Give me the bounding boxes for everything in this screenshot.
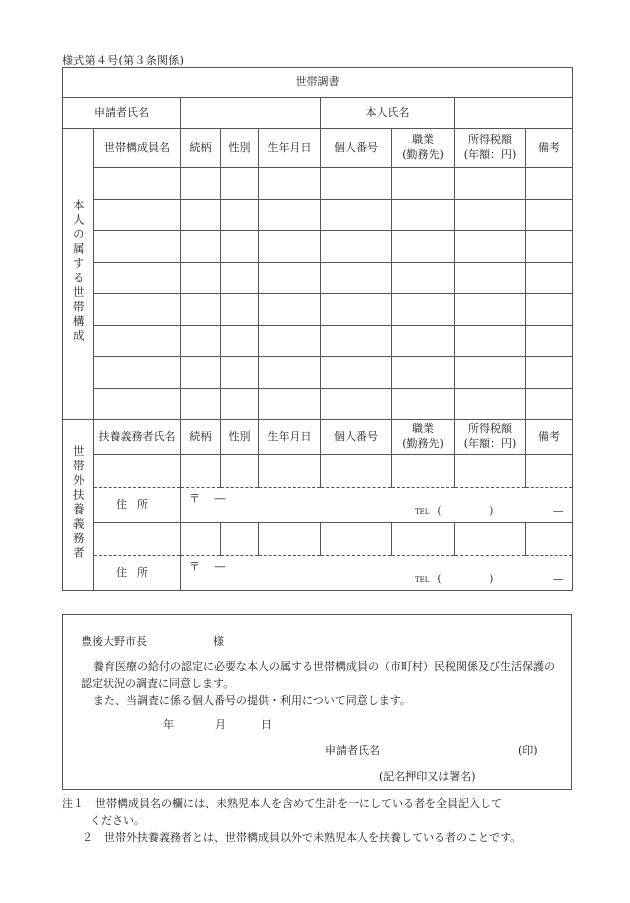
- section1-label-text: 本人の属する世帯構成: [71, 199, 86, 345]
- table-row: [63, 294, 573, 326]
- address-cell: [181, 556, 573, 591]
- tel-field: [415, 573, 563, 587]
- empty-cell: [321, 199, 392, 231]
- table-title: 世帯調書: [63, 68, 573, 98]
- empty-cell: [526, 294, 573, 326]
- note-1: 注１ 世帯構成員名の欄には、未熟児本人を含めて生計を一にしている者を全員記入して: [62, 797, 502, 810]
- section2-header: 個人番号: [321, 420, 392, 455]
- household-table: [62, 67, 573, 591]
- section1-label: [63, 129, 94, 420]
- empty-cell: [181, 325, 221, 357]
- empty-cell: [321, 294, 392, 326]
- section2-header: 続柄: [181, 420, 221, 455]
- empty-cell: [455, 199, 526, 231]
- empty-cell: [455, 262, 526, 294]
- dependent-cell: [526, 523, 573, 556]
- dependent-cell: [259, 523, 321, 556]
- table-row: [63, 325, 573, 357]
- address-label-text: 住所: [116, 497, 158, 511]
- empty-cell: [259, 231, 321, 263]
- empty-cell: [221, 199, 259, 231]
- empty-cell: [259, 168, 321, 200]
- empty-cell: [321, 357, 392, 389]
- table-row: [63, 231, 573, 263]
- table-row: [63, 68, 573, 98]
- table-row: [63, 129, 573, 168]
- dependent-cell: [392, 523, 455, 556]
- dependent-cell: [221, 523, 259, 556]
- applicant-name-label: 申請者氏名: [63, 98, 181, 129]
- consent-paragraph-1: 養育医療の給付の認定に必要な本人の属する世帯構成員の（市町村）民税関係及び生活保護の認定状況の調査に同意します。: [81, 660, 555, 690]
- section2-header: 職業 (勤務先): [392, 420, 455, 455]
- empty-cell: [526, 262, 573, 294]
- empty-cell: [181, 168, 221, 200]
- empty-cell: [321, 388, 392, 420]
- tel-dash: ―: [553, 573, 564, 585]
- empty-cell: [94, 262, 181, 294]
- empty-cell: [526, 231, 573, 263]
- tel-label: TEL: [415, 507, 430, 516]
- empty-cell: [526, 325, 573, 357]
- empty-cell: [221, 231, 259, 263]
- tel-close-paren: ): [489, 573, 494, 585]
- empty-cell: [526, 199, 573, 231]
- section2-header: 性別: [221, 420, 259, 455]
- empty-cell: [392, 325, 455, 357]
- empty-cell: [221, 294, 259, 326]
- empty-cell: [221, 262, 259, 294]
- dependent-cell: [392, 455, 455, 488]
- honorific: 様: [213, 635, 224, 648]
- empty-cell: [392, 388, 455, 420]
- empty-cell: [455, 357, 526, 389]
- dependent-cell: [526, 455, 573, 488]
- table-row: [63, 523, 573, 556]
- empty-cell: [455, 325, 526, 357]
- empty-cell: [392, 231, 455, 263]
- mayor-addressee: 豊後大野市長: [81, 635, 147, 648]
- section2-label: [63, 420, 94, 591]
- address-label: [94, 488, 181, 523]
- signature-note: (記名押印又は署名): [379, 770, 476, 783]
- section1-header: 所得税額 (年額：円): [455, 129, 526, 168]
- seal-mark: (印): [518, 744, 538, 757]
- self-name-label: 本人氏名: [321, 98, 455, 129]
- dependent-cell: [455, 523, 526, 556]
- table-row: [63, 199, 573, 231]
- dependent-cell: [221, 455, 259, 488]
- empty-cell: [221, 325, 259, 357]
- year-label: 年: [163, 718, 174, 731]
- consent-box: [62, 614, 572, 790]
- empty-cell: [455, 294, 526, 326]
- applicant-name-label: 申請者氏名: [325, 744, 380, 757]
- postal-mark: 〒 ―: [189, 492, 226, 505]
- month-label: 月: [215, 718, 226, 731]
- section2-label-text: 世帯外扶養義務者: [71, 444, 86, 561]
- table-row: [63, 388, 573, 420]
- empty-cell: [259, 199, 321, 231]
- empty-cell: [259, 262, 321, 294]
- dependent-cell: [181, 455, 221, 488]
- dependent-cell: [321, 523, 392, 556]
- empty-cell: [181, 262, 221, 294]
- empty-cell: [321, 262, 392, 294]
- empty-cell: [94, 325, 181, 357]
- empty-cell: [455, 231, 526, 263]
- section2-header: 生年月日: [259, 420, 321, 455]
- section1-header: 性別: [221, 129, 259, 168]
- empty-cell: [181, 388, 221, 420]
- tel-label: TEL: [415, 575, 430, 584]
- tel-close-paren: ): [489, 505, 494, 517]
- empty-cell: [221, 357, 259, 389]
- empty-cell: [392, 168, 455, 200]
- section2-header: 所得税額 (年額：円): [455, 420, 526, 455]
- empty-cell: [259, 325, 321, 357]
- empty-cell: [181, 294, 221, 326]
- empty-cell: [526, 357, 573, 389]
- section2-header: 備考: [526, 420, 573, 455]
- address-cell: [181, 488, 573, 523]
- empty-cell: [181, 357, 221, 389]
- empty-cell: [392, 357, 455, 389]
- postal-mark: 〒 ―: [189, 560, 226, 573]
- dependent-cell: [259, 455, 321, 488]
- empty-cell: [181, 231, 221, 263]
- empty-cell: [526, 388, 573, 420]
- empty-cell: [526, 168, 573, 200]
- address-label: [94, 556, 181, 591]
- empty-cell: [181, 199, 221, 231]
- table-row: [63, 556, 573, 591]
- address-label-text: 住所: [116, 565, 158, 579]
- section1-header: 備考: [526, 129, 573, 168]
- dependent-cell: [181, 523, 221, 556]
- empty-cell: [94, 357, 181, 389]
- form-number-label: 様式第４号(第３条関係): [62, 54, 185, 67]
- empty-cell: [221, 168, 259, 200]
- tel-open-paren: (: [437, 505, 442, 517]
- table-row: [63, 357, 573, 389]
- section1-header: 職業 (勤務先): [392, 129, 455, 168]
- note-1-continued: ください。: [90, 814, 145, 827]
- section1-header: 生年月日: [259, 129, 321, 168]
- empty-cell: [94, 231, 181, 263]
- empty-cell: [259, 294, 321, 326]
- section2-header: 扶養義務者氏名: [94, 420, 181, 455]
- table-row: [63, 488, 573, 523]
- table-row: [63, 98, 573, 129]
- empty-cell: [321, 168, 392, 200]
- empty-cell: [321, 231, 392, 263]
- applicant-name-field: [181, 98, 321, 129]
- note-2: ２ 世帯外扶養義務者とは、世帯構成員以外で未熟児本人を扶養している者のことです。: [82, 831, 522, 844]
- empty-cell: [259, 357, 321, 389]
- empty-cell: [94, 388, 181, 420]
- empty-cell: [321, 325, 392, 357]
- empty-cell: [455, 388, 526, 420]
- tel-field: [415, 505, 563, 519]
- empty-cell: [221, 388, 259, 420]
- consent-paragraph-2: また、当調査に係る個人番号の提供・利用について同意します。: [93, 694, 411, 707]
- empty-cell: [94, 199, 181, 231]
- table-row: [63, 262, 573, 294]
- table-row: [63, 168, 573, 200]
- day-label: 日: [261, 718, 272, 731]
- section1-header: 世帯構成員名: [94, 129, 181, 168]
- empty-cell: [392, 199, 455, 231]
- empty-cell: [392, 294, 455, 326]
- table-row: [63, 455, 573, 488]
- section1-header: 個人番号: [321, 129, 392, 168]
- empty-cell: [392, 262, 455, 294]
- empty-cell: [94, 168, 181, 200]
- dependent-cell: [455, 455, 526, 488]
- empty-cell: [259, 388, 321, 420]
- empty-cell: [94, 294, 181, 326]
- section1-header: 続柄: [181, 129, 221, 168]
- dependent-cell: [321, 455, 392, 488]
- dependent-cell: [94, 523, 181, 556]
- tel-open-paren: (: [437, 573, 442, 585]
- self-name-field: [455, 98, 573, 129]
- empty-cell: [455, 168, 526, 200]
- tel-dash: ―: [553, 505, 564, 517]
- dependent-cell: [94, 455, 181, 488]
- table-row: [63, 420, 573, 455]
